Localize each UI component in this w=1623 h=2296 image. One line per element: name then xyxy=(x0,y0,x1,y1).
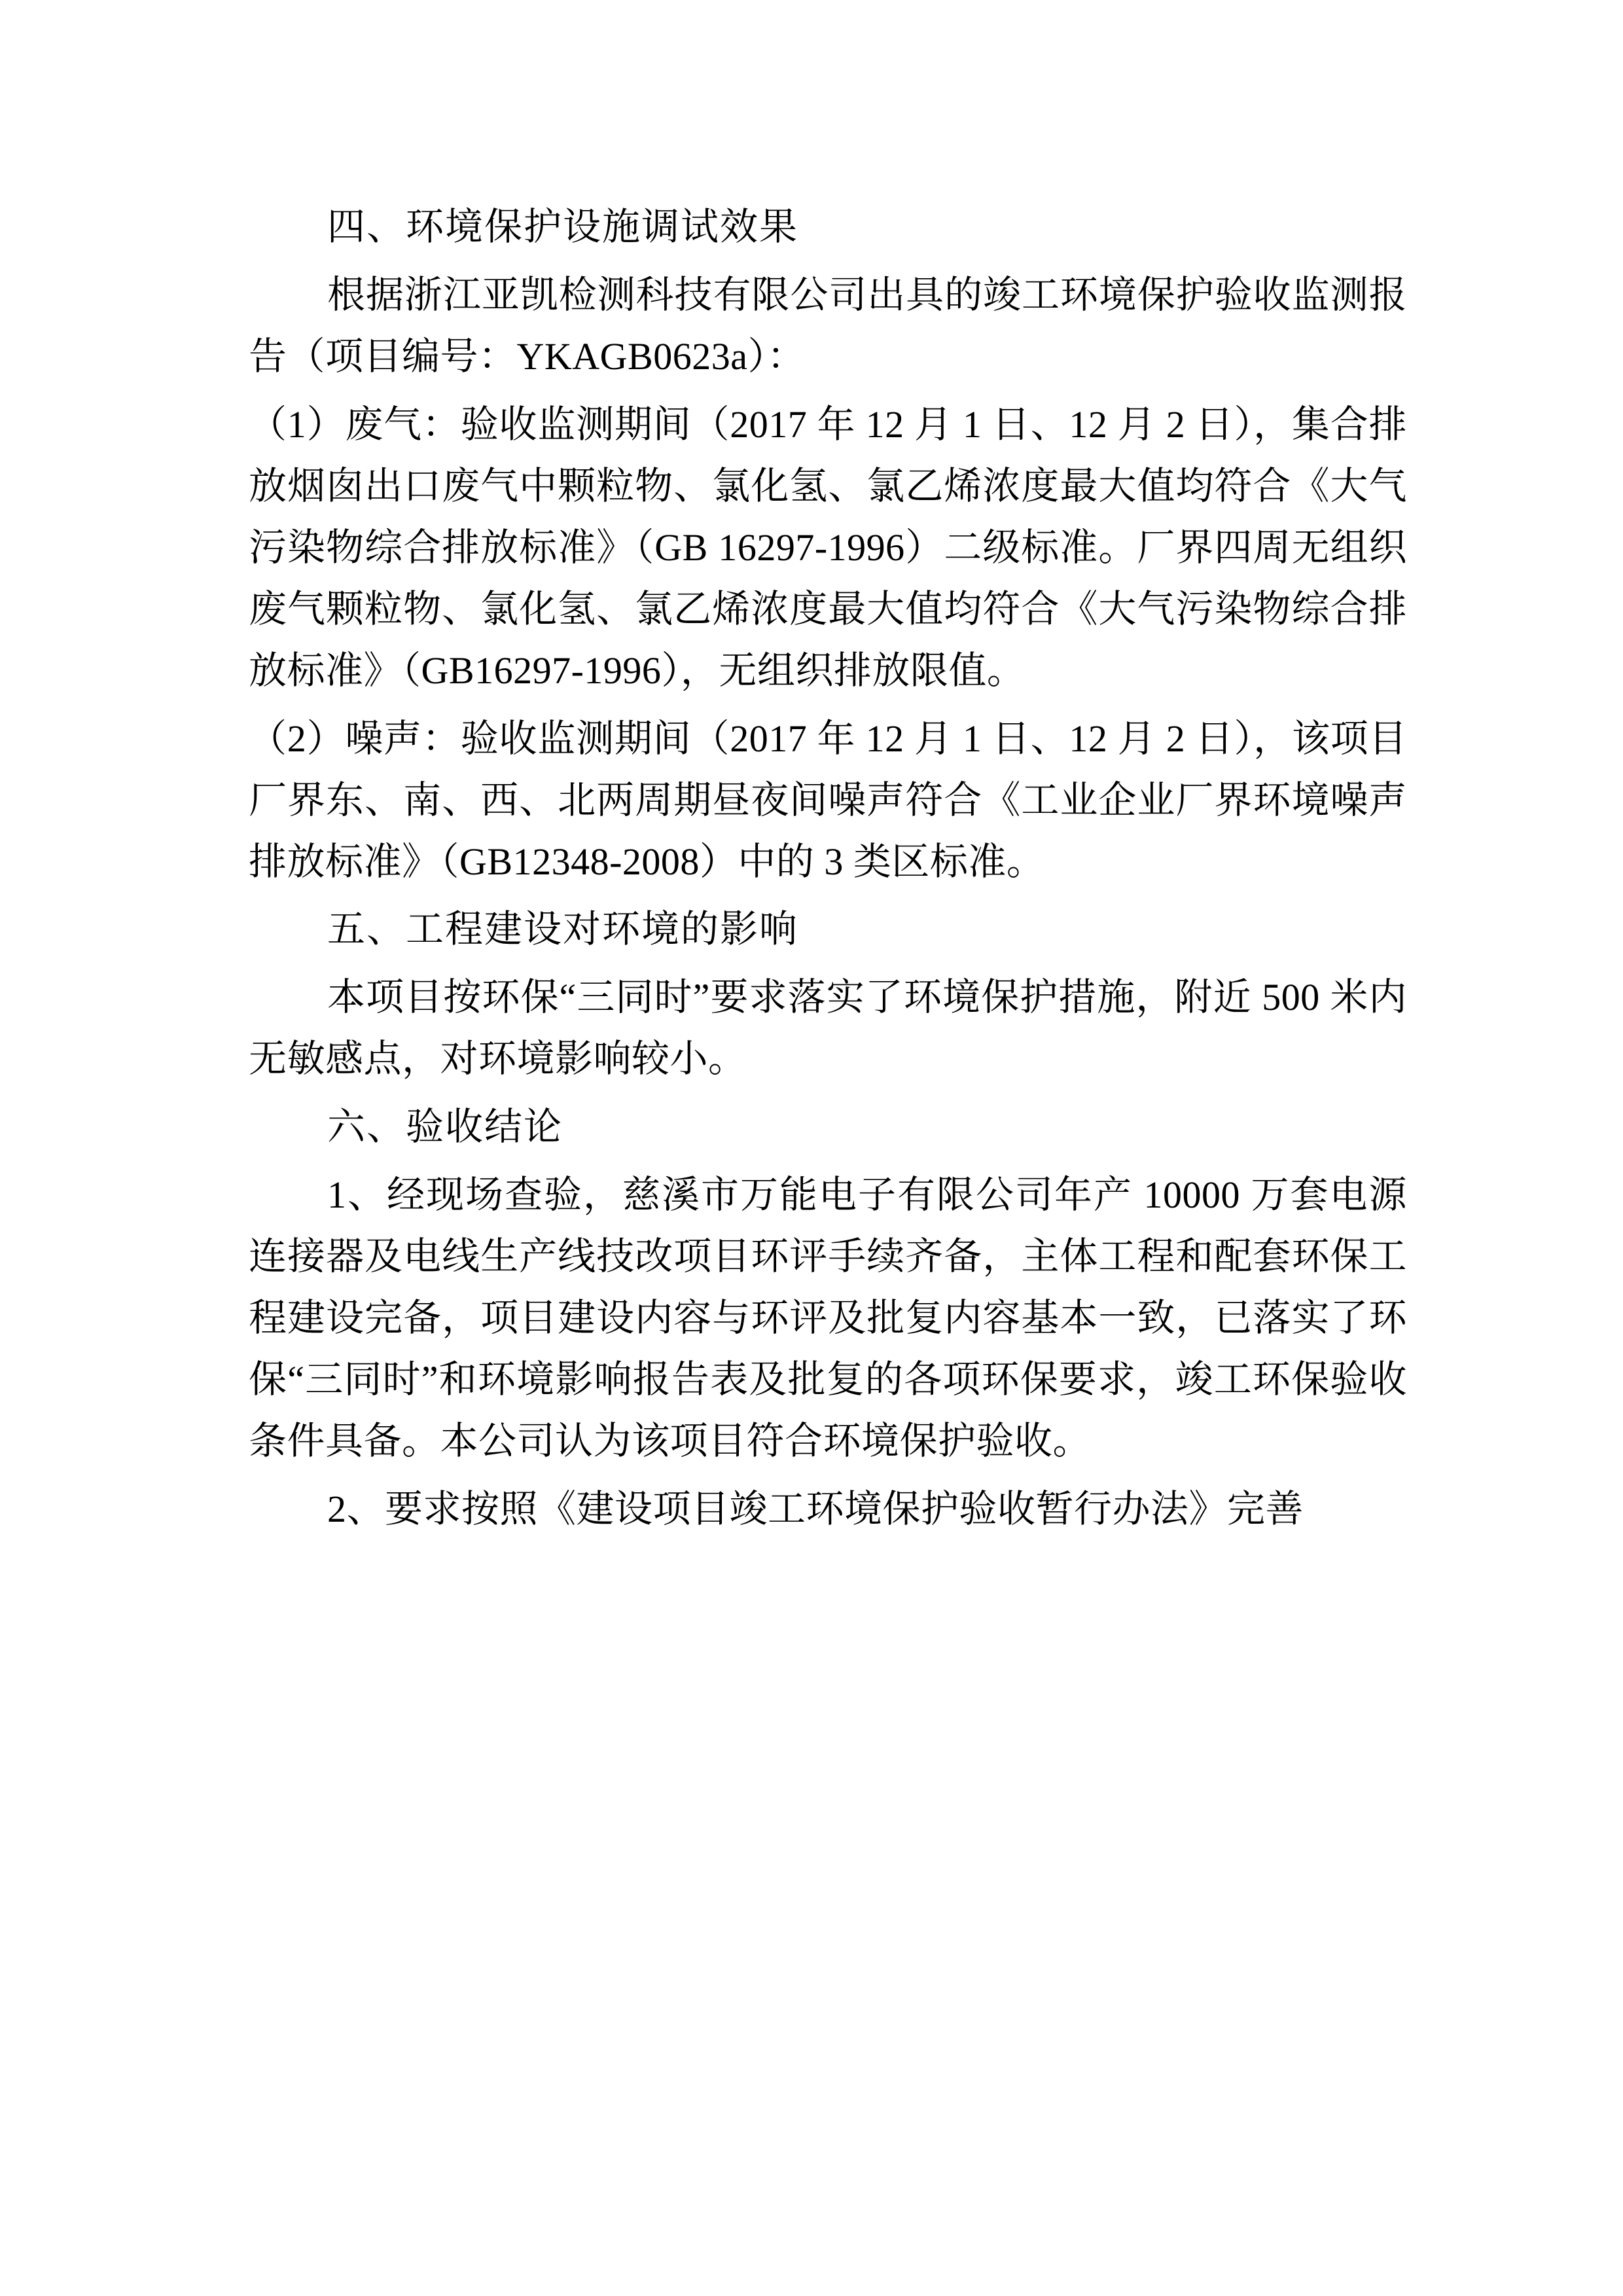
paragraph-conclusion-one: 1、经现场查验，慈溪市万能电子有限公司年产 10000 万套电源连接器及电线生产线技改项目环评手续齐备，主体工程和配套环保工程建设完备，项目建设内容与环评及批复内容基本一致，已落实了环保“三同时”和环境影响报告表及批复的各项环保要求，竣工环保验收条件具备。本公司认为该项目符合环境保护验收。 xyxy=(249,1174,1407,1463)
paragraph-monitoring-report-intro: 根据浙江亚凯检测科技有限公司出具的竣工环境保护验收监测报告（项目编号：YKAGB0623a）： xyxy=(249,273,1407,378)
paragraph-noise: （2）噪声：验收监测期间（2017 年 12 月 1 日、12 月 2 日），该项目厂界东、南、西、北两周期昼夜间噪声符合《工业企业厂界环境噪声排放标准》（GB12348-2008）中的 3 类区标准。 xyxy=(249,717,1407,883)
document-body xyxy=(249,196,1407,1540)
section-heading-four: 四、环境保护设施调试效果 xyxy=(327,206,799,248)
paragraph-waste-gas: （1）废气：验收监测期间（2017 年 12 月 1 日、12 月 2 日），集合排放烟囱出口废气中颗粒物、氯化氢、氯乙烯浓度最大值均符合《大气污染物综合排放标准》（GB 16297-1996）二级标准。厂界四周无组织废气颗粒物、氯化氢、氯乙烯浓度最大值均符合《大气污染物综合排放标准》（GB16297-1996），无组织排放限值。 xyxy=(249,403,1407,692)
paragraph-environmental-impact: 本项目按环保“三同时”要求落实了环境保护措施，附近 500 米内无敏感点，对环境影响较小。 xyxy=(249,976,1407,1081)
section-heading-six: 六、验收结论 xyxy=(327,1105,563,1149)
paragraph-conclusion-two: 2、要求按照《建设项目竣工环境保护验收暂行办法》完善 xyxy=(327,1488,1304,1531)
section-heading-five: 五、工程建设对环境的影响 xyxy=(327,908,799,951)
